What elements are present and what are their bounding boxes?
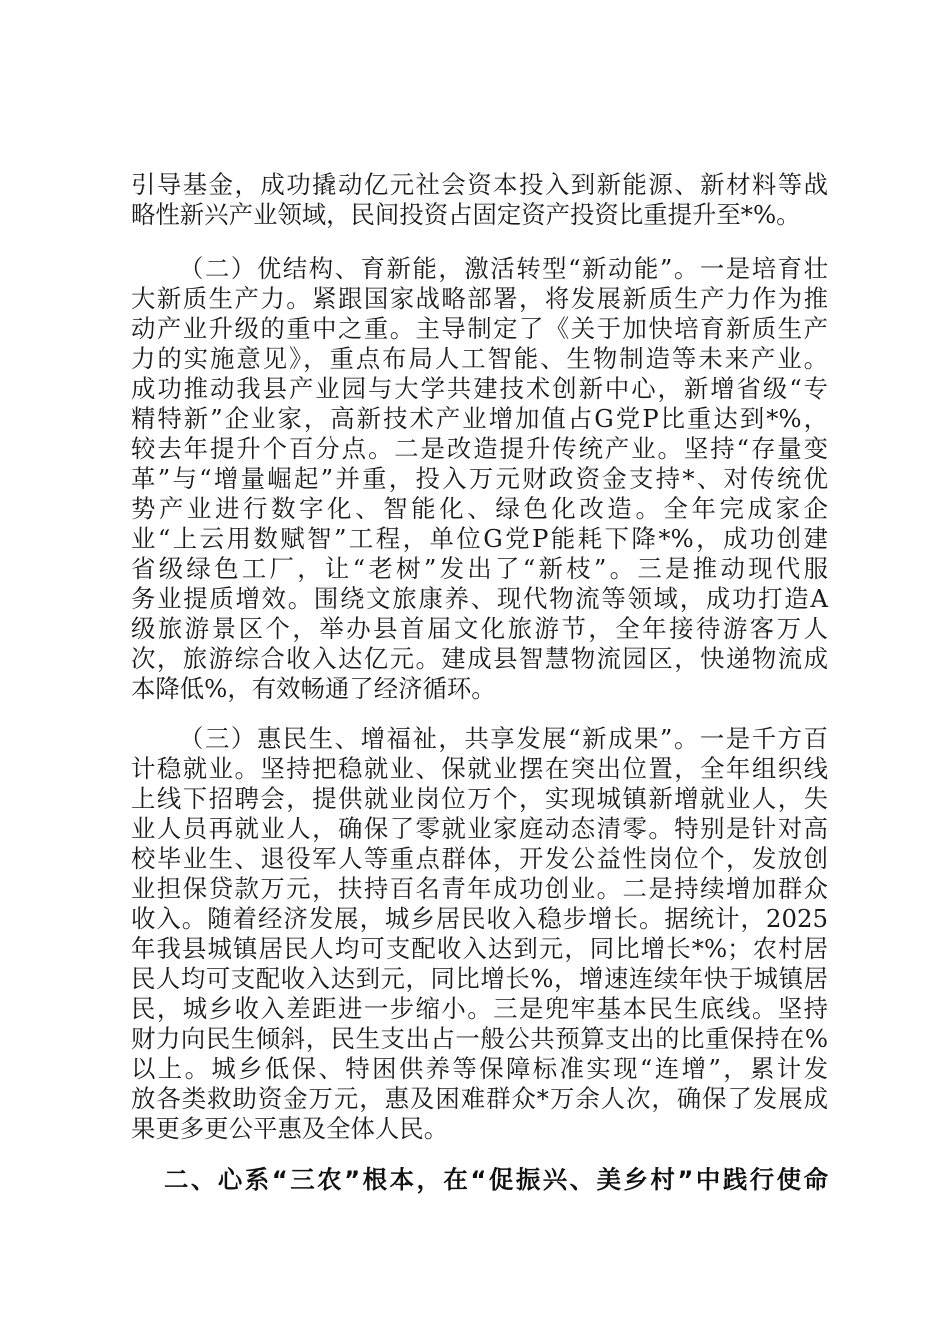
paragraph-2-line-8: 革”与“增量崛起”并重，投入万元财政资金支持*、对传统优 (131, 464, 828, 493)
paragraph-2-line-13: 级旅游景区个，举办县首届文化旅游节，全年接待游客万人 (131, 614, 828, 643)
paragraph-1-line-1: 引导基金，成功撬动亿元社会资本投入到新能源、新材料等战 (131, 170, 828, 199)
paragraph-2-line-10: 业“上云用数赋智”工程，单位G党P能耗下降*%，成功创建 (131, 524, 828, 553)
section-heading: 二、心系“三农”根本，在“促振兴、美乡村”中践行使命 (164, 1165, 828, 1194)
paragraph-2-line-6: 精特新”企业家，高新技术产业增加值占G党P比重达到*%， (131, 404, 828, 433)
paragraph-2-line-11: 省级绿色工厂，让“老树”发出了“新枝”。三是推动现代服 (131, 554, 828, 583)
paragraph-2-line-14: 次，旅游综合收入达亿元。建成县智慧物流园区，快递物流成 (131, 644, 828, 673)
paragraph-2-line-3: 动产业升级的重中之重。主导制定了《关于加快培育新质生产 (131, 314, 828, 343)
paragraph-2-line-4: 力的实施意见》，重点布局人工智能、生物制造等未来产业。 (131, 344, 828, 373)
paragraph-3-line-5: 校毕业生、退役军人等重点群体，开发公益性岗位个，发放创 (131, 844, 828, 873)
paragraph-2-line-7: 较去年提升个百分点。二是改造提升传统产业。坚持“存量变 (131, 434, 828, 463)
paragraph-3-line-6: 业担保贷款万元，扶持百名青年成功创业。二是持续增加群众 (131, 874, 828, 903)
paragraph-2-line-2: 大新质生产力。紧跟国家战略部署，将发展新质生产力作为推 (131, 284, 828, 313)
paragraph-3-line-1: （三）惠民生、增福祉，共享发展“新成果”。一是千方百 (179, 724, 828, 753)
paragraph-3-line-13: 放各类救助资金万元，惠及困难群众*万余人次，确保了发展成 (131, 1084, 828, 1113)
paragraph-3-line-11: 财力向民生倾斜，民生支出占一般公共预算支出的比重保持在% (131, 1024, 828, 1053)
paragraph-2-line-1: （二）优结构、育新能，激活转型“新动能”。一是培育壮 (179, 254, 828, 283)
paragraph-3-line-4: 业人员再就业人，确保了零就业家庭动态清零。特别是针对高 (131, 814, 828, 843)
paragraph-3-line-2: 计稳就业。坚持把稳就业、保就业摆在突出位置，全年组织线 (131, 754, 828, 783)
paragraph-3-line-14: 果更多更公平惠及全体人民。 (131, 1114, 449, 1143)
paragraph-3-line-9: 民人均可支配收入达到元，同比增长%，增速连续年快于城镇居 (131, 964, 828, 993)
paragraph-2-line-12: 务业提质增效。围绕文旅康养、现代物流等领域，成功打造A (131, 584, 828, 613)
paragraph-2-line-15: 本降低%，有效畅通了经济循环。 (131, 674, 496, 703)
paragraph-3-line-10: 民，城乡收入差距进一步缩小。三是兜牢基本民生底线。坚持 (131, 994, 828, 1023)
paragraph-2-line-5: 成功推动我县产业园与大学共建技术创新中心，新增省级“专 (131, 374, 828, 403)
paragraph-3-line-12: 以上。城乡低保、特困供养等保障标准实现“连增”，累计发 (131, 1054, 828, 1083)
paragraph-3-line-3: 上线下招聘会，提供就业岗位万个，实现城镇新增就业人，失 (131, 784, 828, 813)
paragraph-3-line-7: 收入。随着经济发展，城乡居民收入稳步增长。据统计，2025 (131, 904, 828, 933)
paragraph-1-line-2: 略性新兴产业领域，民间投资占固定资产投资比重提升至*%。 (131, 200, 801, 229)
paragraph-3-line-8: 年我县城镇居民人均可支配收入达到元，同比增长*%；农村居 (131, 934, 828, 963)
paragraph-2-line-9: 势产业进行数字化、智能化、绿色化改造。全年完成家企 (131, 494, 828, 523)
